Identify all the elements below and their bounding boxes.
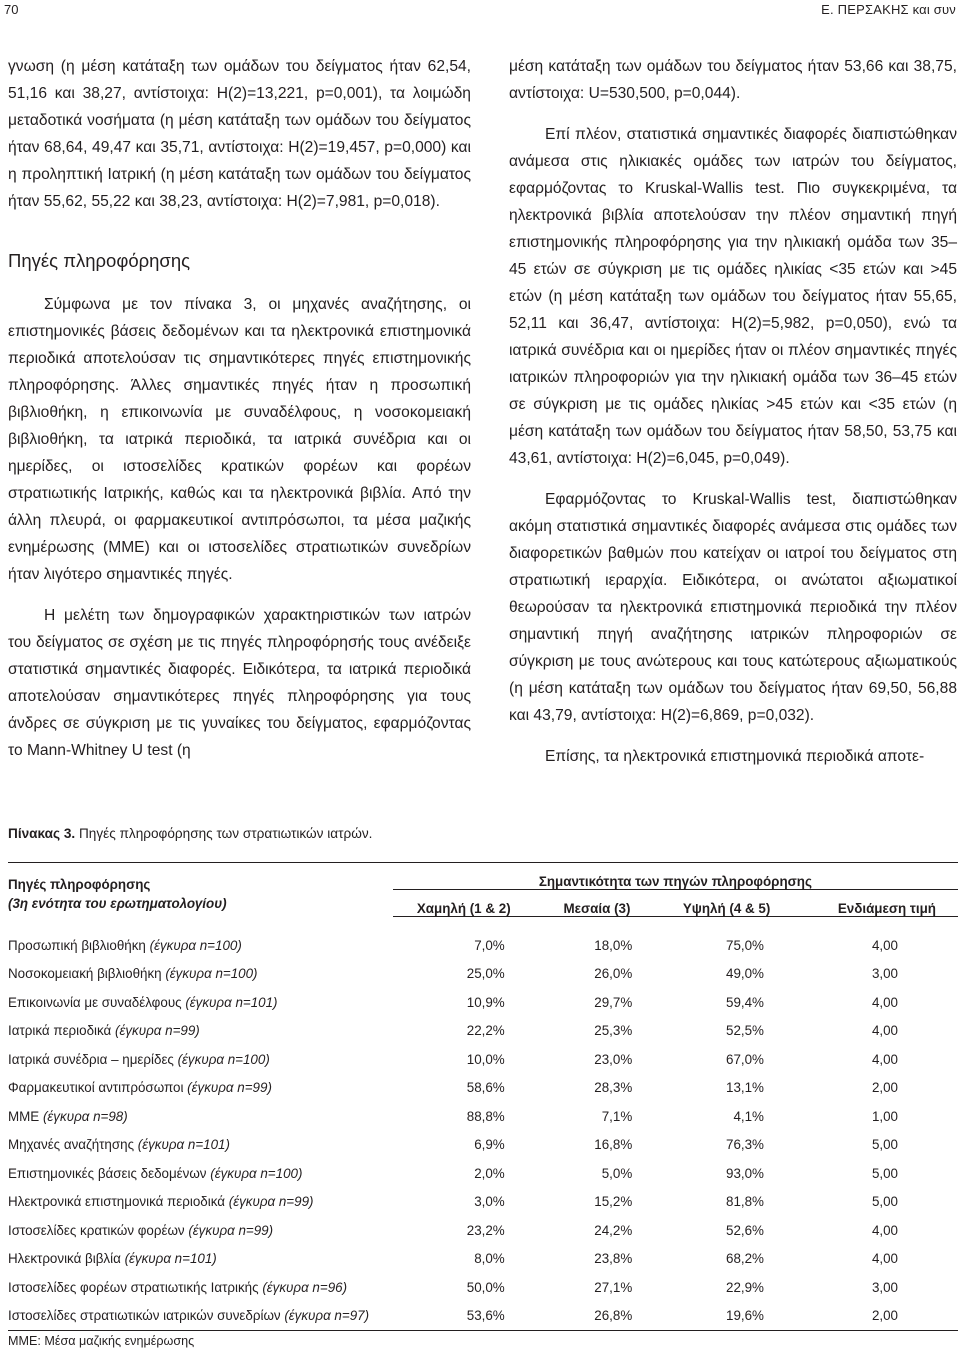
source-valid-n: (έγκυρα n=101) <box>124 1251 217 1267</box>
cell-high: 4,1% <box>733 1108 764 1124</box>
header-importance-group: Σημαντικότητα των πηγών πληροφόρησης <box>393 863 958 890</box>
cell-mid: 15,2% <box>594 1194 633 1210</box>
cell-low: 25,0% <box>466 966 505 982</box>
header-mid: Μεσαία (3) <box>535 890 660 917</box>
right-column <box>509 53 957 770</box>
source-valid-n: (έγκυρα n=96) <box>262 1279 348 1295</box>
source-valid-n: (έγκυρα n=99) <box>228 1194 314 1210</box>
cell-high: 49,0% <box>726 966 764 982</box>
cell-mid: 23,8% <box>594 1251 633 1267</box>
cell-median: 4,00 <box>871 937 898 953</box>
page-header <box>0 0 960 22</box>
cell-source <box>8 1302 393 1331</box>
paragraph: Εφαρμόζοντας το Kruskal-Wallis test, διαπιστώθηκαν ακόμη στατιστικά σημαντικές διαφορές ανάμεσα στις ομάδες των διαφορετικών βαθμών που κατείχαν οι ιατροί του δείγματος στη στρατιωτική ιεραρχία. Ειδικότερα, οι ανώτατοι αξιωματικοί θεωρούσαν τα ηλεκτρονικά επιστημονικά περιοδικά την πλέον σημαντική πηγή αναζήτησης ιατρικών πληροφοριών σε σύγκριση με τους ανώτερους και τους κατώτερους αξιωματικούς (η μέση κατάταξη των ομάδων του δείγματος ήταν 69,50, 56,88 και 43,79, αντίστοιχα: H(2)=6,869, p=0,032). <box>509 491 957 724</box>
cell-median: 5,00 <box>871 1165 898 1181</box>
cell-source <box>8 1245 393 1274</box>
cell-source <box>8 960 393 989</box>
cell-low: 10,0% <box>466 1051 505 1067</box>
source-name: Προσωπική βιβλιοθήκη <box>8 937 150 953</box>
cell-source <box>8 1102 393 1131</box>
cell-low: 6,9% <box>474 1137 505 1153</box>
source-name: Φαρμακευτικοί αντιπρόσωποι <box>8 1080 188 1096</box>
source-name: Ηλεκτρονικά επιστημονικά περιοδικά <box>8 1194 229 1210</box>
cell-median: 5,00 <box>871 1137 898 1153</box>
source-valid-n: (έγκυρα n=101) <box>137 1137 230 1153</box>
cell-low: 22,2% <box>466 1023 505 1039</box>
source-name: Ηλεκτρονικά βιβλία <box>8 1251 125 1267</box>
cell-high: 68,2% <box>726 1251 764 1267</box>
cell-high: 19,6% <box>659 1302 794 1331</box>
cell-mid: 5,0% <box>601 1165 633 1181</box>
cell-source <box>8 917 393 960</box>
cell-source <box>8 1017 393 1046</box>
table-row <box>8 1017 958 1046</box>
source-name: Ιστοσελίδες στρατιωτικών ιατρικών συνεδρίων <box>8 1308 285 1324</box>
cell-low: 2,0% <box>474 1165 505 1181</box>
table-row <box>8 1188 958 1217</box>
cell-low: 53,6% <box>393 1302 535 1331</box>
header-median: Ενδιάμεση τιμή <box>794 890 958 917</box>
table-row <box>8 988 958 1017</box>
cell-low: 10,9% <box>466 994 505 1010</box>
cell-mid: 16,8% <box>594 1137 633 1153</box>
cell-low: 3,0% <box>474 1194 505 1210</box>
header-high: Υψηλή (4 & 5) <box>659 890 794 917</box>
cell-median: 4,00 <box>871 994 898 1010</box>
table-row <box>8 960 958 989</box>
table-caption <box>8 826 372 841</box>
running-head: Ε. ΠΕΡΣΑΚΗΣ και συν <box>821 2 956 17</box>
sources-table <box>8 862 958 1348</box>
table-row <box>8 1131 958 1160</box>
cell-low: 50,0% <box>466 1279 505 1295</box>
source-name: Ιατρικά συνέδρια – ημερίδες <box>8 1051 178 1067</box>
cell-median: 2,00 <box>794 1302 958 1331</box>
paragraph: Επίσης, τα ηλεκτρονικά επιστημονικά περιοδικά αποτε- <box>545 748 925 765</box>
table-row <box>8 1045 958 1074</box>
cell-mid: 25,3% <box>594 1023 633 1039</box>
cell-mid: 28,3% <box>594 1080 633 1096</box>
source-name: Επιστημονικές βάσεις δεδομένων <box>8 1165 211 1181</box>
cell-mid: 26,8% <box>535 1302 660 1331</box>
paragraph: μέση κατάταξη των ομάδων του δείγματος ήταν 53,66 και 38,75, αντίστοιχα: U=530,500, p=0,044). <box>509 58 957 102</box>
cell-median: 5,00 <box>871 1194 898 1210</box>
source-valid-n: (έγκυρα n=101) <box>185 994 278 1010</box>
cell-mid: 27,1% <box>594 1279 633 1295</box>
cell-source <box>8 1273 393 1302</box>
source-name: Νοσοκομειακή βιβλιοθήκη <box>8 966 166 982</box>
section-heading: Πηγές πληροφόρησης <box>8 250 191 271</box>
source-valid-n: (έγκυρα n=100) <box>149 937 242 953</box>
header-source-title: Πηγές πληροφόρησης <box>8 876 151 892</box>
cell-high: 76,3% <box>726 1137 764 1153</box>
cell-low: 58,6% <box>466 1080 505 1096</box>
table-row <box>8 1102 958 1131</box>
cell-low: 8,0% <box>474 1251 505 1267</box>
source-name: ΜΜΕ <box>8 1108 43 1124</box>
cell-source <box>8 1074 393 1103</box>
cell-source <box>8 1045 393 1074</box>
cell-low: 88,8% <box>466 1108 505 1124</box>
source-name: Ιατρικά περιοδικά <box>8 1023 116 1039</box>
source-valid-n: (έγκυρα n=97) <box>284 1308 370 1324</box>
cell-source <box>8 1131 393 1160</box>
cell-mid: 18,0% <box>594 937 633 953</box>
left-column <box>8 53 471 764</box>
source-valid-n: (έγκυρα n=99) <box>188 1222 274 1238</box>
cell-low: 7,0% <box>474 937 505 953</box>
header-source-subtitle: (3η ενότητα του ερωτηματολογίου) <box>8 895 227 911</box>
cell-high: 52,5% <box>726 1023 764 1039</box>
cell-high: 81,8% <box>726 1194 764 1210</box>
cell-high: 13,1% <box>726 1080 764 1096</box>
table-row <box>8 1159 958 1188</box>
cell-source <box>8 1159 393 1188</box>
source-name: Μηχανές αναζήτησης <box>8 1137 138 1153</box>
table-row <box>8 1216 958 1245</box>
page-number: 70 <box>4 2 19 17</box>
cell-median: 1,00 <box>871 1108 898 1124</box>
source-valid-n: (έγκυρα n=100) <box>210 1165 303 1181</box>
cell-high: 52,6% <box>726 1222 764 1238</box>
header-source <box>8 863 393 917</box>
table-row <box>8 1074 958 1103</box>
table-caption-label: Πίνακας 3. <box>8 826 76 841</box>
cell-low: 23,2% <box>466 1222 505 1238</box>
cell-mid: 24,2% <box>594 1222 633 1238</box>
source-valid-n: (έγκυρα n=98) <box>42 1108 128 1124</box>
cell-source <box>8 988 393 1017</box>
table-row <box>8 917 958 960</box>
cell-median: 4,00 <box>871 1051 898 1067</box>
cell-high: 93,0% <box>726 1165 764 1181</box>
source-valid-n: (έγκυρα n=100) <box>177 1051 270 1067</box>
paragraph: Σύμφωνα με τον πίνακα 3, οι μηχανές αναζήτησης, οι επιστημονικές βάσεις δεδομένων και τα ηλεκτρονικά επιστημονικά περιοδικά αποτελούσαν τις σημαντικότερες πηγές επιστημονικής πληροφόρησης. Άλλες σημαντικές πηγές ήταν η προσωπική βιβλιοθήκη, η επικοινωνία με συναδέλφους, η νοσοκομειακή βιβλιοθήκη, τα ιατρικά περιοδικά, τα ιατρικά συνέδρια και οι ημερίδες, οι ιστοσελίδες κρατικών φορέων και φορέων στρατιωτικής Ιατρικής, καθώς και τα ηλεκτρονικά βιβλία. Από την άλλη πλευρά, οι φαρμακευτικοί αντιπρόσωποι, τα μέσα μαζικής ενημέρωσης (ΜΜΕ) και οι ιστοσελίδες στρατιωτικών συνεδρίων ήταν λιγότερο σημαντικές πηγές. <box>8 296 471 583</box>
header-low: Χαμηλή (1 & 2) <box>393 890 535 917</box>
table-row <box>8 1245 958 1274</box>
cell-high: 67,0% <box>726 1051 764 1067</box>
source-name: Επικοινωνία με συναδέλφους <box>8 994 186 1010</box>
paragraph: Επί πλέον, στατιστικά σημαντικές διαφορές διαπιστώθηκαν ανάμεσα στις ηλικιακές ομάδες των ιατρών του δείγματος, εφαρμόζοντας το Kruskal-Wallis test. Πιο συγκεκριμένα, τα ηλεκτρονικά βιβλία αποτελούσαν την πλέον σημαντική πηγή επιστημονικής πληροφόρησης για την ηλικιακή ομάδα των 35–45 ετών σε σύγκριση με τις ομάδες ηλικίας <35 ετών και >45 ετών (η μέση κατάταξη των ομάδων του δείγματος ήταν 55,65, 52,11 και 36,47, αντίστοιχα: H(2)=5,982, p=0,050), ενώ τα ιατρικά συνέδρια και οι ημερίδες ήταν οι πλέον σημαντικές πηγές ιατρικών πληροφοριών για την ηλικιακή ομάδα των 36–45 ετών σε σύγκριση με τις ομάδες ηλικίας >45 ετών και <35 ετών (η μέση κατάταξη των ομάδων του δείγματος ήταν 58,50, 53,75 και 43,61, αντίστοιχα: H(2)=6,045, p=0,049). <box>509 126 957 467</box>
cell-median: 3,00 <box>871 966 898 982</box>
table-caption-text: Πηγές πληροφόρησης των στρατιωτικών ιατρών. <box>75 826 373 841</box>
cell-source <box>8 1216 393 1245</box>
source-name: Ιστοσελίδες κρατικών φορέων <box>8 1222 189 1238</box>
cell-mid: 7,1% <box>601 1108 633 1124</box>
source-valid-n: (έγκυρα n=99) <box>115 1023 200 1039</box>
cell-median: 4,00 <box>871 1251 898 1267</box>
source-valid-n: (έγκυρα n=99) <box>187 1080 272 1096</box>
cell-median: 4,00 <box>871 1023 898 1039</box>
source-name: Ιστοσελίδες φορέων στρατιωτικής Ιατρικής <box>8 1279 263 1295</box>
cell-high: 59,4% <box>726 994 764 1010</box>
paragraph: γνωση (η μέση κατάταξη των ομάδων του δείγματος ήταν 62,54, 51,16 και 38,27, αντίστοιχα: H(2)=13,221, p=0,001), τα λοιμώδη μεταδοτικά νοσήματα (η μέση κατάταξη των ομάδων του δείγματος ήταν 68,64, 49,47 και 35,71, αντίστοιχα: H(2)=19,457, p=0,000) και η προληπτική Ιατρική (η μέση κατάταξη των ομάδων του δείγματος ήταν 55,62, 55,22 και 38,23, αντίστοιχα: H(2)=7,981, p=0,018). <box>8 58 471 210</box>
cell-mid: 26,0% <box>594 966 633 982</box>
cell-median: 3,00 <box>871 1279 898 1295</box>
cell-high: 22,9% <box>726 1279 764 1295</box>
table-row <box>8 1302 958 1331</box>
table-row <box>8 1273 958 1302</box>
cell-median: 2,00 <box>871 1080 898 1096</box>
source-valid-n: (έγκυρα n=100) <box>165 966 258 982</box>
cell-high: 75,0% <box>726 937 764 953</box>
cell-mid: 23,0% <box>594 1051 633 1067</box>
cell-mid: 29,7% <box>594 994 633 1010</box>
cell-source <box>8 1188 393 1217</box>
table-footnote: ΜΜΕ: Μέσα μαζικής ενημέρωσης <box>8 1334 195 1348</box>
cell-median: 4,00 <box>871 1222 898 1238</box>
paragraph: Η μελέτη των δημογραφικών χαρακτηριστικών των ιατρών του δείγματος σε σχέση με τις πηγές πληροφόρησής τους ανέδειξε στατιστικά σημαντικές διαφορές. Ειδικότερα, τα ιατρικά περιοδικά αποτελούσαν σημαντικότερες πηγές πληροφόρησης για τους άνδρες σε σύγκριση με τις γυναίκες του δείγματος, εφαρμόζοντας το Mann-Whitney U test (η <box>8 607 471 759</box>
